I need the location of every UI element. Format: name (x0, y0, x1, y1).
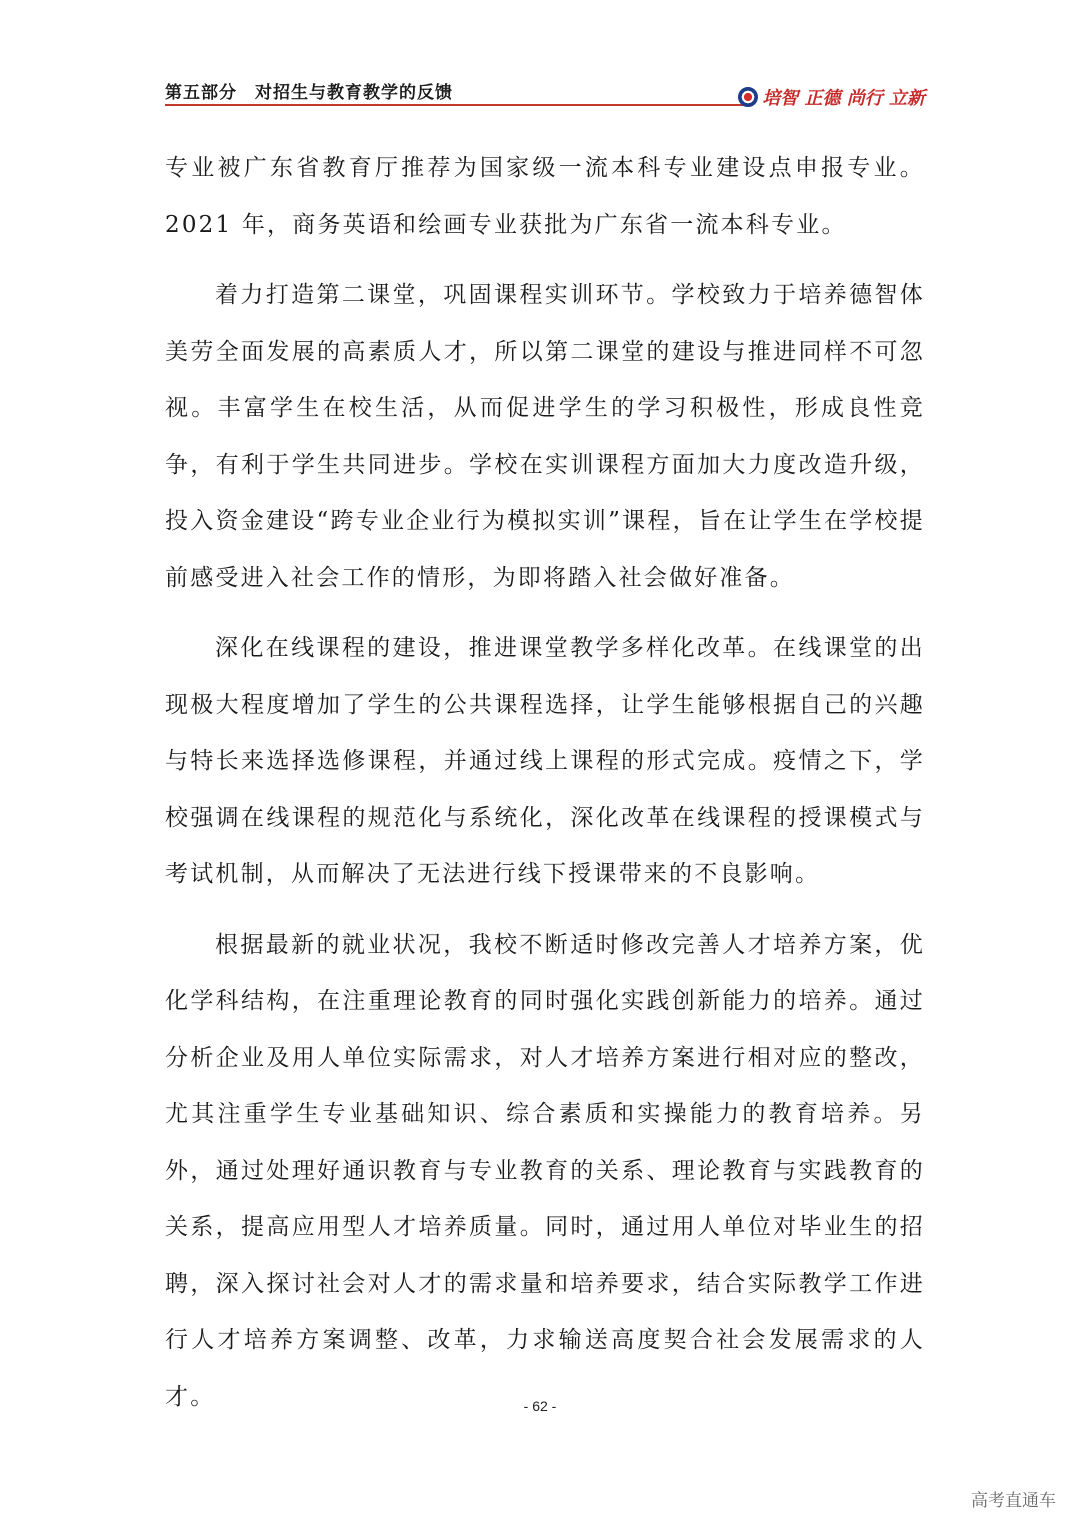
paragraph-2: 着力打造第二课堂，巩固课程实训环节。学校致力于培养德智体美劳全面发展的高素质人才，所以第二课堂的建设与推进同样不可忽视。丰富学生在校生活，从而促进学生的学习积极性，形成良性竞争，有利于学生共同进步。学校在实训课程方面加大力度改造升级，投入资金建设“跨专业企业行为模拟实训”课程，旨在让学生在学校提前感受进入社会工作的情形，为即将踏入社会做好准备。 (165, 282, 925, 591)
school-motto: 培智 正德 尚行 立新 (762, 88, 925, 109)
document-body (165, 140, 925, 1439)
page-number: - 62 - (523, 1398, 557, 1414)
school-logo (738, 84, 925, 110)
header-divider (165, 104, 745, 106)
paragraph-3: 深化在线课程的建设，推进课堂教学多样化改革。在线课堂的出现极大程度增加了学生的公共课程选择，让学生能够根据自己的兴趣与特长来选择选修课程，并通过线上课程的形式完成。疫情之下，学校强调在线课程的规范化与系统化，深化改革在线课程的授课模式与考试机制，从而解决了无法进行线下授课带来的不良影响。 (165, 635, 925, 887)
page-header (165, 74, 925, 108)
paragraph-4: 根据最新的就业状况，我校不断适时修改完善人才培养方案，优化学科结构，在注重理论教育的同时强化实践创新能力的培养。通过分析企业及用人单位实际需求，对人才培养方案进行相对应的整改，尤其注重学生专业基础知识、综合素质和实操能力的教育培养。另外，通过处理好通识教育与专业教育的关系、理论教育与实践教育的关系，提高应用型人才培养质量。同时，通过用人单位对毕业生的招聘，深入探讨社会对人才的需求量和培养要求，结合实际教学工作进行人才培养方案调整、改革，力求输送高度契合社会发展需求的人才。 (165, 931, 925, 1410)
school-emblem-icon (738, 87, 758, 107)
paragraph-1: 专业被广东省教育厅推荐为国家级一流本科专业建设点申报专业。2021 年，商务英语和绘画专业获批为广东省一流本科专业。 (165, 155, 925, 238)
section-title: 第五部分 对招生与教育教学的反馈 (165, 83, 453, 103)
source-watermark: 高考直通车 (971, 1491, 1056, 1511)
